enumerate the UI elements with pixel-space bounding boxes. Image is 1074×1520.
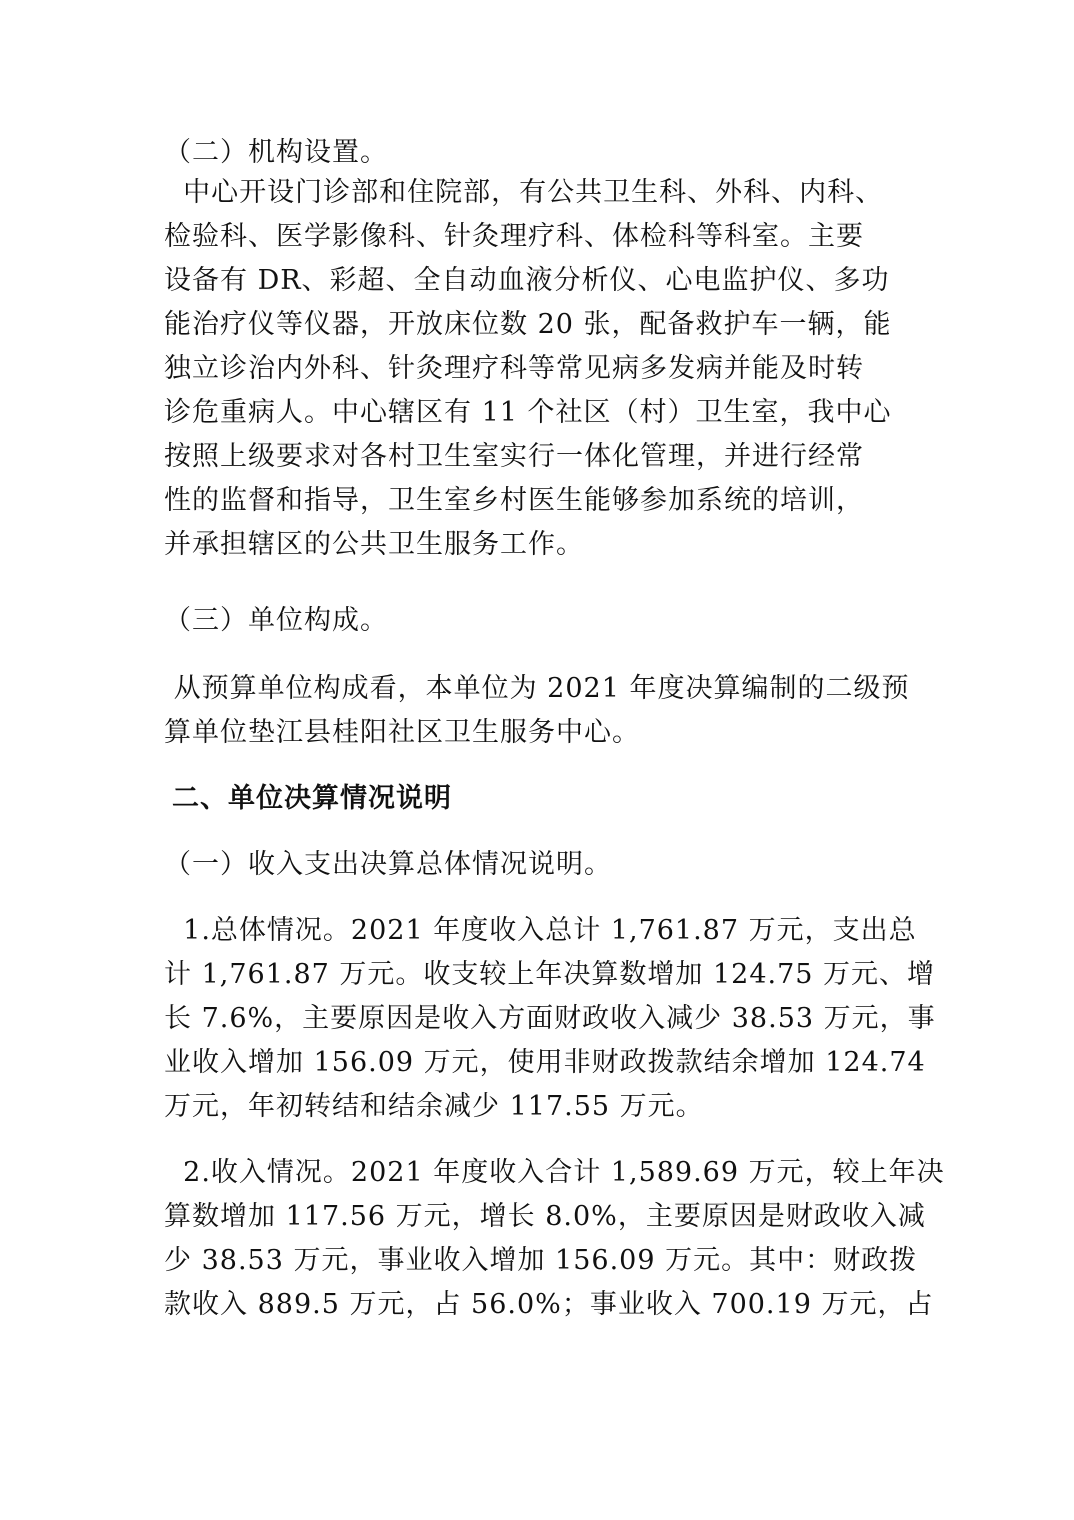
paragraph-line: 中心开设门诊部和住院部，有公共卫生科、外科、内科、	[164, 177, 884, 208]
subsection-title-overall: （一）收入支出决算总体情况说明。	[164, 849, 612, 880]
paragraph-line: 款收入 889.5 万元，占 56.0%；事业收入 700.19 万元，占	[164, 1289, 934, 1320]
subsection-title-unit-composition: （三）单位构成。	[164, 605, 388, 636]
paragraph-line: 从预算单位构成看，本单位为 2021 年度决算编制的二级预	[164, 673, 910, 704]
paragraph-line: 万元，年初转结和结余减少 117.55 万元。	[164, 1091, 704, 1122]
paragraph-line: 业收入增加 156.09 万元，使用非财政拨款结余增加 124.74	[164, 1047, 926, 1078]
paragraph-line: 算单位垫江县桂阳社区卫生服务中心。	[164, 717, 640, 748]
paragraph-line: 长 7.6%，主要原因是收入方面财政收入减少 38.53 万元，事	[164, 1003, 936, 1034]
paragraph-line: 计 1,761.87 万元。收支较上年决算数增加 124.75 万元、增	[164, 959, 936, 990]
paragraph-line: 设备有 DR、彩超、全自动血液分析仪、心电监护仪、多功	[164, 265, 890, 296]
paragraph-line: 1.总体情况。2021 年度收入总计 1,761.87 万元，支出总	[164, 915, 917, 946]
subsection-title-org-setup: （二）机构设置。	[164, 137, 388, 168]
paragraph-line: 按照上级要求对各村卫生室实行一体化管理，并进行经常	[164, 441, 864, 472]
paragraph-line: 能治疗仪等仪器，开放床位数 20 张，配备救护车一辆，能	[164, 309, 892, 340]
paragraph-line: 诊危重病人。中心辖区有 11 个社区（村）卫生室，我中心	[164, 397, 892, 428]
paragraph-line: 2.收入情况。2021 年度收入合计 1,589.69 万元，较上年决	[164, 1157, 945, 1188]
paragraph-line: 算数增加 117.56 万元，增长 8.0%，主要原因是财政收入减	[164, 1201, 926, 1232]
paragraph-line: 少 38.53 万元，事业收入增加 156.09 万元。其中：财政拨	[164, 1245, 918, 1276]
paragraph-line: 检验科、医学影像科、针灸理疗科、体检科等科室。主要	[164, 221, 864, 252]
paragraph-line: 性的监督和指导，卫生室乡村医生能够参加系统的培训，	[164, 485, 864, 516]
paragraph-line: 并承担辖区的公共卫生服务工作。	[164, 529, 584, 560]
section-heading: 二、单位决算情况说明	[172, 783, 452, 814]
paragraph-line: 独立诊治内外科、针灸理疗科等常见病多发病并能及时转	[164, 353, 864, 384]
